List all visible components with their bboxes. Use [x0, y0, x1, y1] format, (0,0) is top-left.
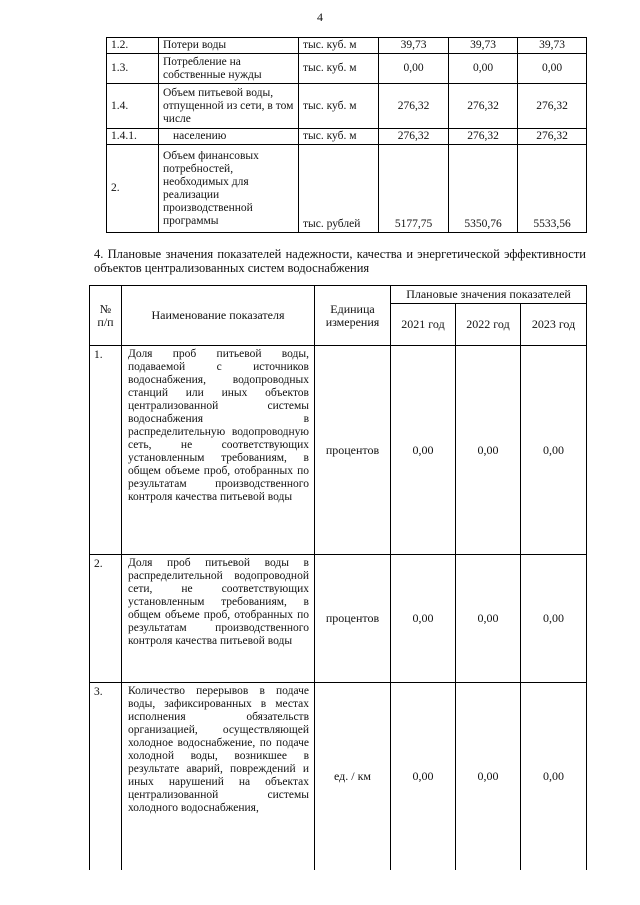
- row-name: Количество перерывов в подаче воды, зафиксированных в местах исполнения обязательств организацией, осуществляющей холодное водоснабжение, по подаче холодной воды, возникшее в результате аварий, повреждений и иных нарушений на объектах централизованной системы холодного водоснабжения,: [122, 683, 315, 870]
- table-header-row: [90, 286, 587, 304]
- value-2021: 39,73: [379, 38, 449, 54]
- value-2022: 0,00: [456, 346, 521, 555]
- value-2023: 39,73: [518, 38, 587, 54]
- value-2021: 276,32: [379, 84, 449, 129]
- reliability-indicators-table: [89, 285, 587, 870]
- value-2022: 0,00: [449, 54, 518, 84]
- header-unit: Единица измерения: [315, 286, 391, 346]
- table-row: [107, 129, 587, 145]
- table-row: [90, 555, 587, 683]
- row-number: 1.2.: [107, 38, 159, 54]
- value-2021: 5177,75: [379, 145, 449, 233]
- table-row: [90, 683, 587, 870]
- row-number: 1.4.: [107, 84, 159, 129]
- row-unit: процентов: [315, 346, 391, 555]
- row-number: 2.: [90, 555, 122, 683]
- row-number: 3.: [90, 683, 122, 870]
- header-planned-values: Плановые значения показателей: [391, 286, 587, 304]
- value-2023: 276,32: [518, 129, 587, 145]
- production-volume-table: [106, 37, 587, 233]
- value-2022: 276,32: [449, 129, 518, 145]
- row-unit: ед. / км: [315, 683, 391, 870]
- row-name: Потребление на собственные нужды: [159, 54, 299, 84]
- value-2023: 0,00: [521, 683, 587, 870]
- row-name: Доля проб питьевой воды в распределительной водопроводной сети, не соответствующих установленным требованиям, в общем объеме проб, отобранных по результатам производственного контроля качества питьевой воды: [122, 555, 315, 683]
- value-2023: 0,00: [521, 555, 587, 683]
- row-name: Доля проб питьевой воды, подаваемой с источников водоснабжения, водопроводных станций или иных объектов централизованной системы водоснабжения в распределительную водопроводную сеть, не соответствующих установленным требованиям, в общем объеме проб, отобранных по результатам производственного контроля качества питьевой воды: [122, 346, 315, 555]
- page-number: 4: [317, 10, 323, 24]
- value-2022: 5350,76: [449, 145, 518, 233]
- row-number: 1.: [90, 346, 122, 555]
- row-name: Потери воды: [159, 38, 299, 54]
- value-2021: 0,00: [391, 683, 456, 870]
- section-heading: 4. Плановые значения показателей надежности, качества и энергетической эффективности объектов централизованных систем водоснабжения: [94, 247, 586, 275]
- row-unit: тыс. куб. м: [299, 54, 379, 84]
- value-2021: 276,32: [379, 129, 449, 145]
- row-number: 1.3.: [107, 54, 159, 84]
- row-number: 2.: [107, 145, 159, 233]
- row-number: 1.4.1.: [107, 129, 159, 145]
- value-2022: 276,32: [449, 84, 518, 129]
- value-2022: 0,00: [456, 555, 521, 683]
- table-row: [90, 346, 587, 555]
- header-number: № п/п: [90, 286, 122, 346]
- row-unit: тыс. куб. м: [299, 38, 379, 54]
- header-name: Наименование показателя: [122, 286, 315, 346]
- row-unit: тыс. рублей: [299, 145, 379, 233]
- value-2021: 0,00: [391, 346, 456, 555]
- header-year-2023: 2023 год: [521, 304, 587, 346]
- value-2022: 39,73: [449, 38, 518, 54]
- row-name: Объем финансовых потребностей, необходимых для реализации производственной программы: [159, 145, 299, 233]
- table-row: [107, 38, 587, 54]
- header-year-2021: 2021 год: [391, 304, 456, 346]
- row-name: Объем питьевой воды, отпущенной из сети, в том числе: [159, 84, 299, 129]
- row-unit: тыс. куб. м: [299, 84, 379, 129]
- row-unit: процентов: [315, 555, 391, 683]
- value-2023: 276,32: [518, 84, 587, 129]
- row-unit: тыс. куб. м: [299, 129, 379, 145]
- value-2023: 0,00: [521, 346, 587, 555]
- value-2021: 0,00: [379, 54, 449, 84]
- table-row: [107, 84, 587, 129]
- value-2021: 0,00: [391, 555, 456, 683]
- table-row: [107, 54, 587, 84]
- header-year-2022: 2022 год: [456, 304, 521, 346]
- row-name: населению: [159, 129, 299, 145]
- table-row: [107, 145, 587, 233]
- value-2023: 0,00: [518, 54, 587, 84]
- value-2022: 0,00: [456, 683, 521, 870]
- value-2023: 5533,56: [518, 145, 587, 233]
